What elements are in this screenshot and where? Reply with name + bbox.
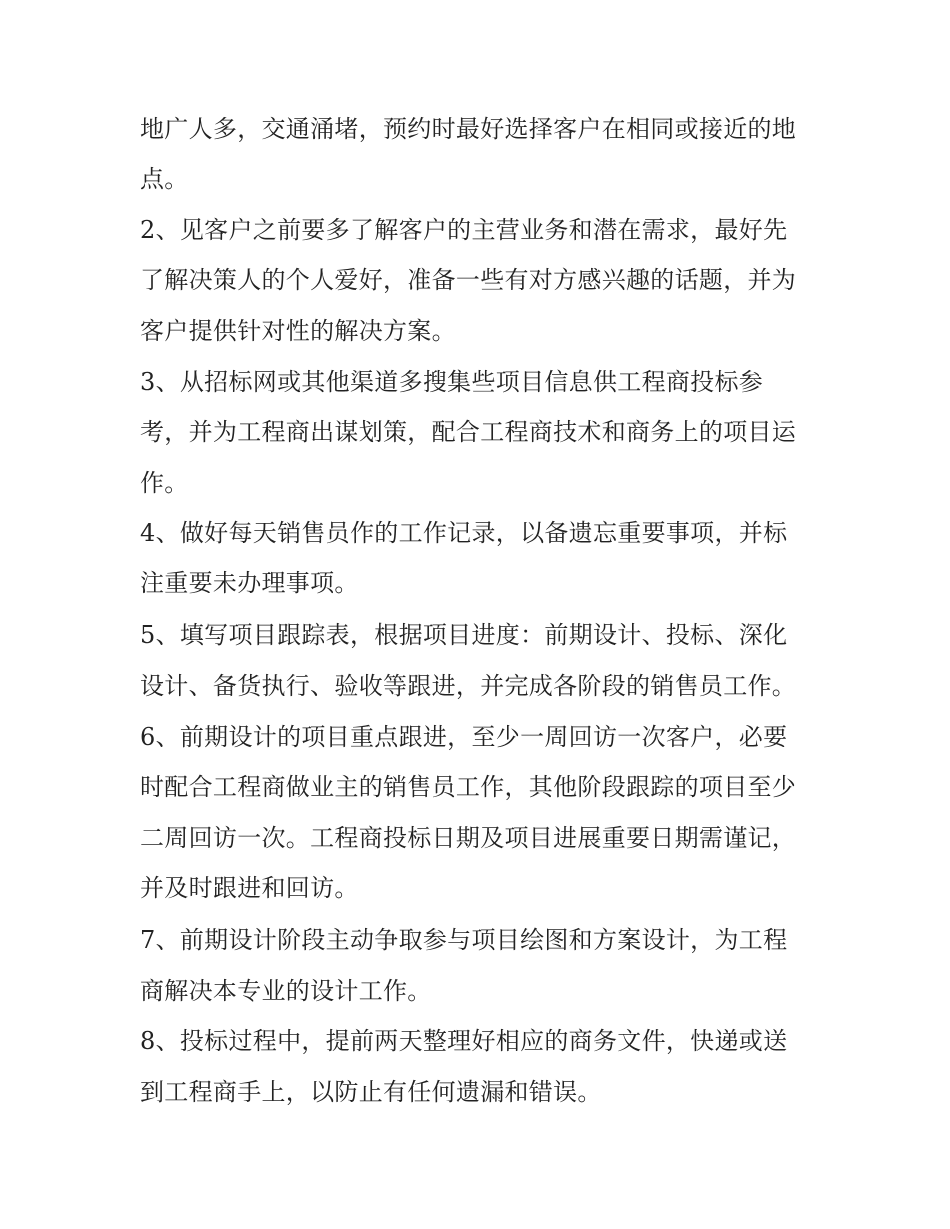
text-line: 7、前期设计阶段主动争取参与项目绘图和方案设计，为工程 [140, 926, 788, 954]
text-line: 考，并为工程商出谋划策，配合工程商技术和商务上的项目运 [140, 418, 797, 446]
text-line: 作。 [140, 469, 189, 497]
text-line: 3、从招标网或其他渠道多搜集些项目信息供工程商投标参 [140, 368, 764, 396]
text-line: 5、填写项目跟踪表，根据项目进度：前期设计、投标、深化 [140, 621, 788, 649]
text-line: 了解决策人的个人爱好，准备一些有对方感兴趣的话题，并为 [140, 266, 797, 294]
text-line: 点。 [140, 165, 189, 193]
text-line: 客户提供针对性的解决方案。 [140, 317, 456, 345]
text-line: 二周回访一次。工程商投标日期及项目进展重要日期需谨记， [140, 824, 797, 852]
text-line: 8、投标过程中，提前两天整理好相应的商务文件，快递或送 [140, 1027, 788, 1055]
text-line: 2、见客户之前要多了解客户的主营业务和潜在需求，最好先 [140, 216, 788, 244]
text-line: 6、前期设计的项目重点跟进，至少一周回访一次客户，必要 [140, 723, 788, 751]
text-line: 商解决本专业的设计工作。 [140, 977, 432, 1005]
text-line: 注重要未办理事项。 [140, 569, 359, 597]
text-line: 时配合工程商做业主的销售员工作，其他阶段跟踪的项目至少 [140, 773, 797, 801]
text-line: 设计、备货执行、验收等跟进，并完成各阶段的销售员工作。 [140, 672, 797, 700]
text-line: 到工程商手上，以防止有任何遗漏和错误。 [140, 1078, 602, 1106]
text-line: 4、做好每天销售员作的工作记录，以备遗忘重要事项，并标 [140, 519, 788, 547]
text-line: 地广人多，交通涌堵，预约时最好选择客户在相同或接近的地 [140, 115, 797, 143]
text-line: 并及时跟进和回访。 [140, 874, 359, 902]
